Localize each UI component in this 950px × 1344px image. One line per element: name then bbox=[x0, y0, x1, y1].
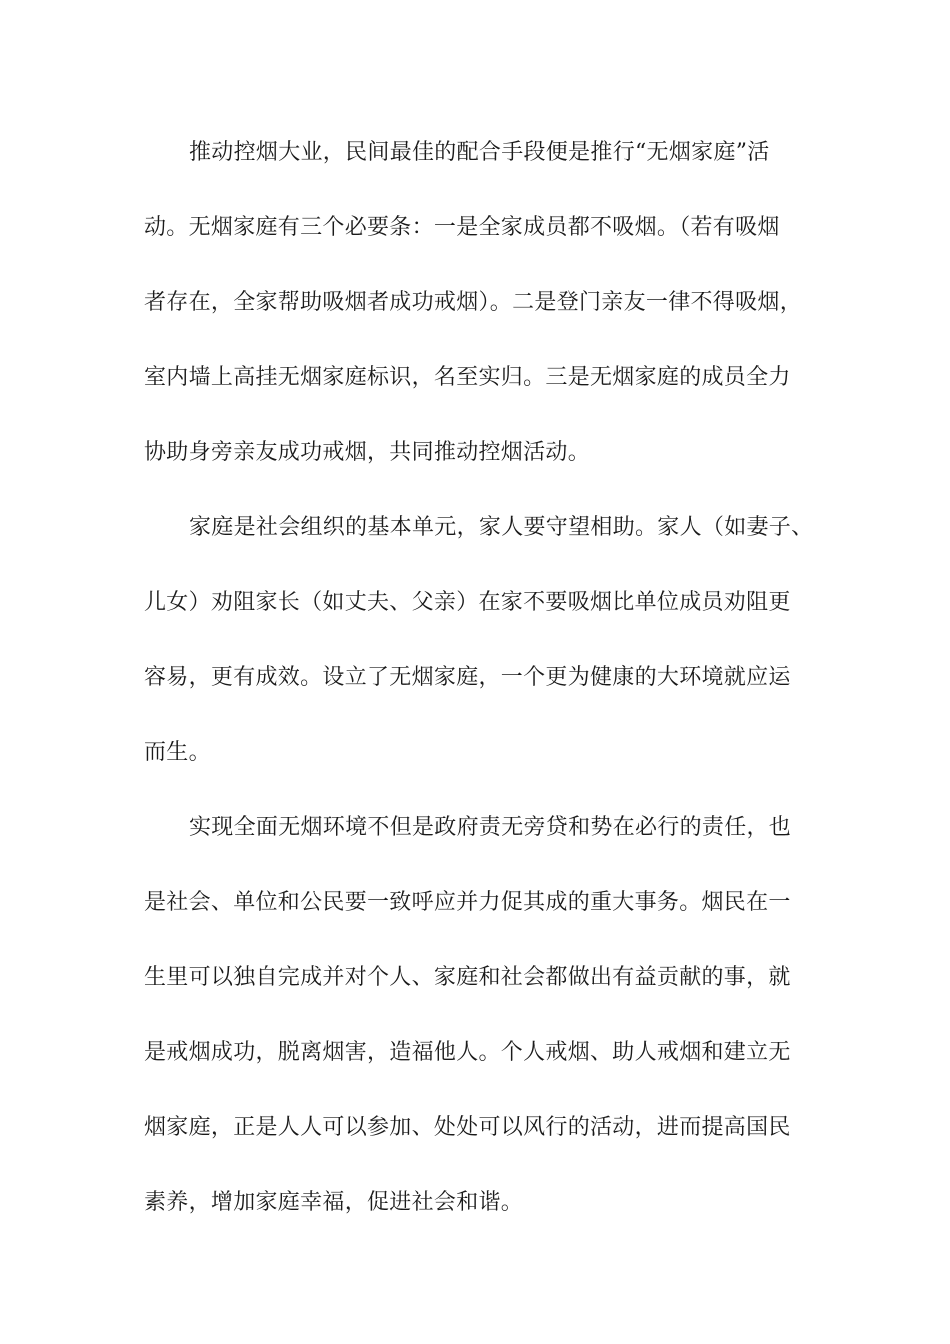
paragraph-line: 是社会、单位和公民要一致呼应并力促其成的重大事务。烟民在一 bbox=[144, 890, 791, 915]
paragraph-line: 动。无烟家庭有三个必要条：一是全家成员都不吸烟。（若有吸烟 bbox=[144, 215, 780, 240]
paragraph-line: 容易，更有成效。设立了无烟家庭，一个更为健康的大环境就应运 bbox=[144, 665, 791, 690]
paragraph-line: 推动控烟大业，民间最佳的配合手段便是推行“无烟家庭”活 bbox=[189, 140, 770, 165]
paragraph-line: 而生。 bbox=[144, 740, 211, 765]
paragraph-line: 室内墙上高挂无烟家庭标识，名至实归。三是无烟家庭的成员全力 bbox=[144, 365, 791, 390]
paragraph-line: 生里可以独自完成并对个人、家庭和社会都做出有益贡献的事，就 bbox=[144, 965, 791, 990]
paragraph-line: 烟家庭，正是人人可以参加、处处可以风行的活动，进而提高国民 bbox=[144, 1115, 791, 1140]
paragraph-line: 者存在，全家帮助吸烟者成功戒烟）。二是登门亲友一律不得吸烟， bbox=[144, 290, 803, 315]
paragraph-line: 是戒烟成功，脱离烟害，造福他人。个人戒烟、助人戒烟和建立无 bbox=[144, 1040, 791, 1065]
paragraph-line: 实现全面无烟环境不但是政府责无旁贷和势在必行的责任，也 bbox=[189, 815, 792, 840]
paragraph-line: 家庭是社会组织的基本单元，家人要守望相助。家人（如妻子、 bbox=[189, 515, 814, 540]
paragraph-2 bbox=[144, 503, 820, 803]
paragraph-line: 儿女）劝阻家长（如丈夫、父亲）在家不要吸烟比单位成员劝阻更 bbox=[144, 590, 791, 615]
paragraph-line: 素养，增加家庭幸福，促进社会和谐。 bbox=[144, 1190, 524, 1215]
paragraph-3 bbox=[144, 803, 820, 1253]
paragraph-line: 协助身旁亲友成功戒烟，共同推动控烟活动。 bbox=[144, 440, 591, 465]
document-body bbox=[144, 128, 820, 1253]
paragraph-1 bbox=[144, 128, 820, 503]
